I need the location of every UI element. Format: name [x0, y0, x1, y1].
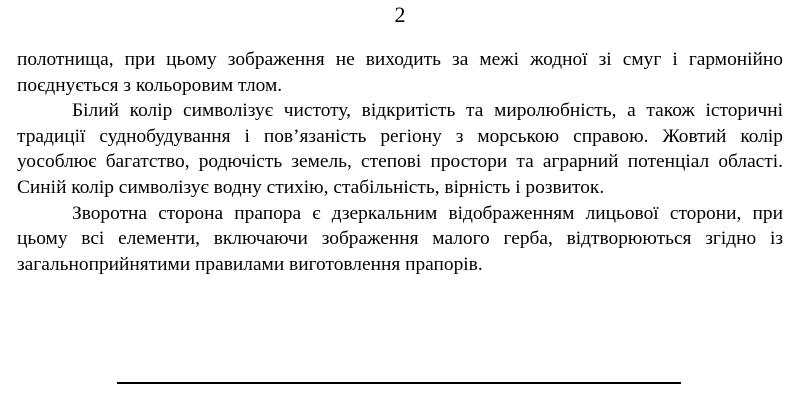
document-body: [17, 47, 783, 277]
page-number: 2: [394, 2, 406, 27]
paragraph-continuation: полотнища, при цьому зображення не виходить за межі жодної зі смуг і гармонійно поєднується з кольоровим тлом.: [17, 49, 783, 96]
paragraph-colors: Білий колір символізує чистоту, відкритість та миролюбність, а також історичні традиції суднобудування і пов’язаність регіону з морською справою. Жовтий колір уособлює багатство, родючість земель, степові простори та аграрний потенціал області. Синій колір символізує водну стихію, стабільність, вірність і розвиток.: [17, 100, 783, 198]
separator-line: [117, 382, 681, 384]
paragraph-reverse-side: Зворотна сторона прапора є дзеркальним відображенням лицьової сторони, при цьому всі елементи, включаючи зображення малого герба, відтворюються згідно із загальноприйнятими правилами виготовлення прапорів.: [17, 202, 783, 275]
